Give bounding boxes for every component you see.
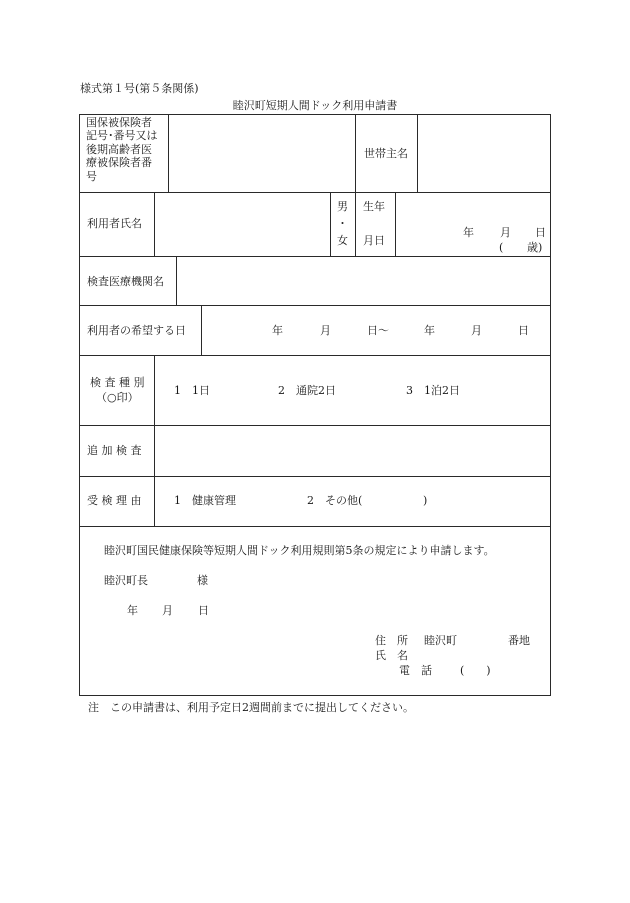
exam-reason-option-2[interactable]: 2 その他( xyxy=(307,494,363,507)
preferred-start-day: 日～ xyxy=(367,324,389,337)
age-open-paren: ( xyxy=(499,241,504,254)
form-number-label: 様式第１号(第５条関係) xyxy=(80,82,199,95)
birth-year-unit: 年 xyxy=(463,226,474,239)
birth-label-bottom: 月日 xyxy=(363,234,385,247)
birth-label-top: 生年 xyxy=(363,200,385,213)
age-unit: 歳) xyxy=(527,241,543,254)
additional-exam-field[interactable] xyxy=(155,426,550,475)
column-divider xyxy=(330,192,331,256)
householder-name-field[interactable] xyxy=(418,115,550,191)
phone-parentheses: ( ) xyxy=(460,664,491,677)
exam-type-note: （○印） xyxy=(96,391,139,404)
column-divider xyxy=(395,192,396,256)
column-divider xyxy=(355,192,356,256)
application-year-unit: 年 xyxy=(127,604,138,617)
exam-type-option-2[interactable]: 2 通院2日 xyxy=(278,384,336,397)
column-divider xyxy=(201,305,202,355)
exam-type-label: 検 査 種 別 xyxy=(90,376,145,389)
medical-institution-label: 検査医療機関名 xyxy=(87,275,164,288)
preferred-end-month: 月 xyxy=(471,324,482,337)
address-town: 睦沢町 xyxy=(424,634,457,647)
row-divider xyxy=(79,476,551,477)
row-divider xyxy=(79,355,551,356)
form-title: 睦沢町短期人間ドック利用申請書 xyxy=(232,99,398,112)
row-divider xyxy=(79,526,551,527)
insured-number-field[interactable] xyxy=(169,115,354,191)
declaration-statement: 睦沢町国民健康保険等短期人間ドック利用規則第5条の規定により申請します。 xyxy=(104,544,495,557)
preferred-end-year: 年 xyxy=(424,324,435,337)
exam-reason-option-1[interactable]: 1 健康管理 xyxy=(174,494,236,507)
column-divider xyxy=(355,114,356,192)
sex-selector[interactable]: 男 ・ 女 xyxy=(337,200,348,248)
householder-label: 世帯主名 xyxy=(364,147,408,160)
applicant-name-label: 氏 名 xyxy=(375,649,408,662)
preferred-start-month: 月 xyxy=(320,324,331,337)
birth-month-unit: 月 xyxy=(500,226,511,239)
application-day-unit: 日 xyxy=(198,604,209,617)
medical-institution-field[interactable] xyxy=(177,257,550,304)
preferred-date-label: 利用者の希望する日 xyxy=(87,324,186,337)
address-label: 住 所 xyxy=(375,634,408,647)
user-name-label: 利用者氏名 xyxy=(87,217,142,230)
user-name-field[interactable] xyxy=(155,193,329,255)
exam-reason-option-2-close: ) xyxy=(423,494,428,507)
exam-reason-label: 受 検 理 由 xyxy=(87,494,142,507)
addressee-honorific: 様 xyxy=(197,574,208,587)
birth-day-unit: 日 xyxy=(535,226,546,239)
footnote: 注 この申請書は、利用予定日2週間前までに提出してください。 xyxy=(88,701,414,714)
preferred-start-year: 年 xyxy=(272,324,283,337)
address-banchi: 番地 xyxy=(508,634,530,647)
insured-number-label: 国保被保険者 記号･番号又は 後期高齢者医 療被保険者番 号 xyxy=(86,116,158,183)
additional-exam-label: 追 加 検 査 xyxy=(87,444,142,457)
application-month-unit: 月 xyxy=(162,604,173,617)
preferred-end-day: 日 xyxy=(518,324,529,337)
row-divider xyxy=(79,305,551,306)
exam-type-option-1[interactable]: 1 1日 xyxy=(174,384,210,397)
phone-label: 電 話 xyxy=(399,664,432,677)
exam-type-option-3[interactable]: 3 1泊2日 xyxy=(406,384,460,397)
addressee: 睦沢町長 xyxy=(104,574,148,587)
